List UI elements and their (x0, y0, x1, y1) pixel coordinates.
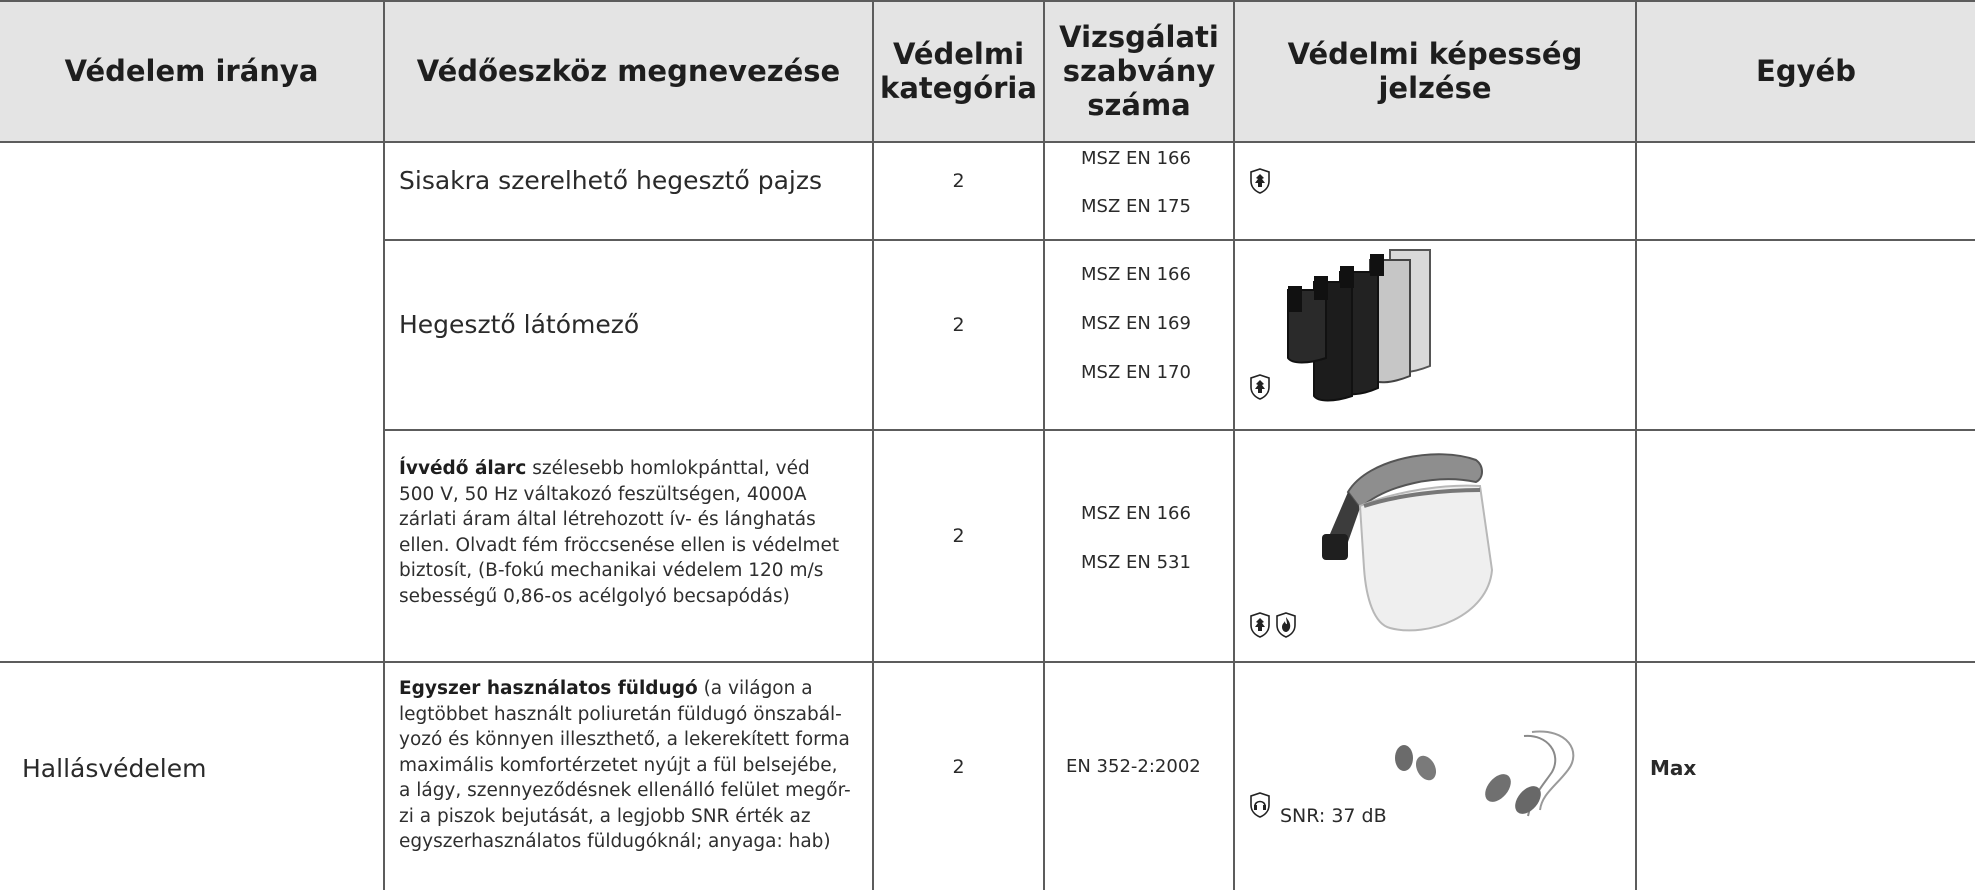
row3-desc-line: biztosít, (B-fokú mechanikai védelem 120 m/s (399, 560, 824, 581)
row1-name: Sisakra szerelhető hegesztő pajzs (399, 166, 822, 195)
header-equipment-name (385, 0, 872, 142)
header-other-label: Egyéb (1756, 54, 1856, 88)
header-standard-line: Vizsgálati (1059, 20, 1219, 54)
row4-name-bold: Egyszer használatos füldugó (399, 678, 698, 699)
row4-desc-line: egyszerhasználatos füldugóknál; anyaga: hab) (399, 831, 831, 852)
row1-standard: MSZ EN 175 (1081, 196, 1191, 217)
header-other (1637, 0, 1975, 142)
header-direction (0, 0, 383, 142)
row1-standard: MSZ EN 166 (1081, 148, 1191, 169)
header-protection-line: Védelmi képesség (1287, 37, 1583, 71)
header-equipment-name-label: Védőeszköz megnevezése (416, 54, 841, 88)
row4-snr-label: SNR: 37 dB (1280, 805, 1387, 827)
grid-line (383, 239, 1975, 241)
row4-desc-line: zi a piszok bejutását, a legjobb SNR érték az (399, 805, 811, 827)
row3-desc-line: 500 V, 50 Hz váltakozó feszültségen, 4000A (399, 483, 807, 505)
header-category-line: Védelmi (892, 37, 1025, 71)
grid-line (383, 429, 1975, 431)
row3-name-rest: szélesebb homlokpánttal, véd (526, 458, 810, 479)
row3-standard: MSZ EN 166 (1081, 503, 1191, 524)
row3-standard: MSZ EN 531 (1081, 552, 1191, 573)
row1-category: 2 (952, 170, 965, 192)
grid-line (0, 661, 1975, 663)
row3-category: 2 (952, 525, 965, 547)
row2-name: Hegesztő látómező (399, 310, 640, 339)
row2-standard: MSZ EN 166 (1081, 264, 1191, 285)
earplugs-image (1392, 724, 1584, 822)
header-protection-marking (1235, 0, 1635, 142)
row2-standard: MSZ EN 170 (1081, 362, 1191, 383)
header-protection-line: jelzése (1378, 71, 1492, 105)
row4-desc-line: yozó és könnyen illeszthető, a lekerekített forma (399, 729, 850, 750)
hearing-protection-icon (1249, 792, 1271, 818)
row3-name-bold: Ívvédő álarc (399, 458, 527, 479)
row3-description (399, 456, 869, 609)
row4-description (399, 676, 869, 855)
header-standard-line: száma (1087, 88, 1191, 122)
header-category-line: kategória (880, 71, 1037, 105)
welding-filter-plates-image (1280, 246, 1450, 404)
row4-desc-line: a lágy, szennyeződésnek ellenálló felület megőr- (399, 780, 851, 801)
row4-name-rest: (a világon a (697, 678, 813, 699)
header-direction-label: Védelem iránya (64, 54, 319, 88)
welding-shield-icon (1249, 374, 1271, 400)
row4-other: Max (1650, 756, 1697, 780)
face-shield-visor-image (1308, 438, 1494, 638)
row3-desc-line: ellen. Olvadt fém fröccsenése ellen is védelmet (399, 534, 840, 556)
row4-desc-line: legtöbbet használt poliuretán füldugó önszabál- (399, 703, 842, 725)
header-standard (1045, 0, 1233, 142)
header-standard-line: szabvány (1062, 54, 1216, 88)
flame-shield-icon (1275, 612, 1297, 638)
row4-standard: EN 352-2:2002 (1066, 756, 1201, 777)
row4-direction: Hallásvédelem (22, 754, 207, 783)
row3-desc-line: zárlati áram által létrehozott ív- és lánghatás (399, 509, 816, 530)
row4-desc-line: maximális komfortérzetet nyújt a fül belsejébe, (399, 754, 838, 776)
welding-shield-icon (1249, 168, 1271, 194)
header-category (874, 0, 1043, 142)
row4-category: 2 (952, 756, 965, 778)
welding-shield-icon (1249, 612, 1271, 638)
row2-standard: MSZ EN 169 (1081, 313, 1191, 334)
row2-category: 2 (952, 314, 965, 336)
row3-desc-line: sebességű 0,86-os acélgolyó becsapódás) (399, 585, 790, 607)
